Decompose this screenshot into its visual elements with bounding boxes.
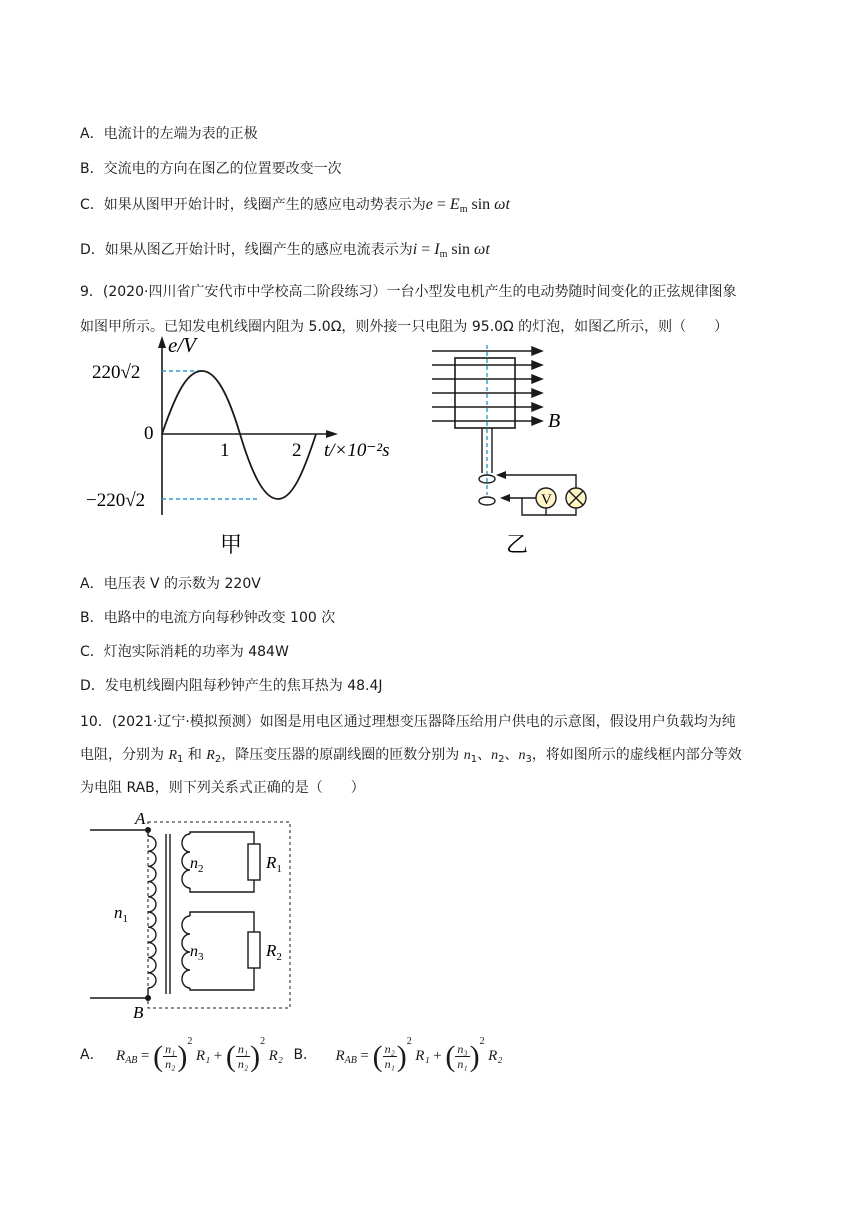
q9-figure-jia: [80, 330, 410, 560]
tick-2-label: 2: [292, 440, 302, 461]
origin-label: 0: [144, 423, 154, 444]
label-b: B: [133, 1003, 144, 1022]
primary-coil: [148, 836, 156, 988]
secondary-coil-n3: [182, 916, 190, 988]
q9-option-d: D．发电机线圈内阻每秒钟产生的焦耳热为 48.4J: [80, 678, 383, 694]
slip-ring-lower: [479, 497, 495, 505]
q8-option-c-formula: $e = E_m$ sin ωt: [425, 196, 510, 215]
current-arrow-lower-icon: [500, 494, 510, 502]
x-axis-label: t/×10⁻²s: [324, 440, 390, 461]
q10-option-b-formula: $R_{AB}$ = ( $\frac{\text{n₂}}{\text{n₁}}$ )$^2$ R₁ + ( $\frac{\text{n₃}}{\text{n₁}}$ )$^2$ R₂: [335, 1036, 503, 1073]
q10-option-a-label: A．: [80, 1046, 104, 1063]
tick-1-label: 1: [220, 440, 230, 461]
q8-option-d-formula: $i = I_m$ sin ωt: [412, 241, 490, 260]
resistor-r2: [248, 932, 260, 968]
q10-options-row: [80, 1036, 502, 1072]
figure-jia-caption: 甲: [220, 533, 243, 558]
sine-curve: [162, 371, 316, 499]
y-max-label: 220√2: [92, 362, 141, 383]
current-arrow-upper-icon: [496, 471, 506, 479]
label-a: A: [135, 809, 146, 828]
y-min-label: −220√2: [86, 490, 146, 511]
q8-option-d-text: D．如果从图乙开始计时，线圈产生的感应电流表示为: [80, 242, 413, 258]
y-axis-label: e/V: [168, 333, 196, 357]
label-n2: $n_2$: [190, 855, 204, 875]
q9-stem-line1: 9．(2020·四川省广安代市中学校高二阶段练习）一台小型发电机产生的电动势随时间变化的正弦规律图象: [80, 284, 737, 300]
resistor-r1: [248, 844, 260, 880]
label-r2: $R_2$: [266, 941, 282, 963]
figure-yi-caption: 乙: [506, 533, 529, 558]
label-n1: $n_1$: [114, 903, 128, 925]
q8-option-d: [80, 240, 490, 265]
q10-stem-line2: 电阻，分别为 $R_1$ 和 $R_2$，降压变压器的原副线圈的匝数分别为 $n_1$、$n_2$、$n_3$，将如图所示的虚线框内部分等效: [80, 747, 742, 765]
label-n3: $n_3$: [190, 943, 204, 963]
q9-stem-line2: 如图甲所示。已知发电机线圈内阻为 5.0Ω，则外接一只电阻为 95.0Ω 的灯泡，如图乙所示，则（ ）: [80, 319, 729, 335]
q9-option-b: B．电路中的电流方向每秒钟改变 100 次: [80, 610, 336, 626]
q10-transformer-figure: [80, 808, 310, 1028]
secondary-coil-n2: [182, 834, 190, 888]
q9-option-c: C．灯泡实际消耗的功率为 484W: [80, 644, 289, 660]
q8-option-c: [80, 195, 510, 220]
y-axis-arrow-icon: [158, 336, 166, 348]
q10-stem-line1: 10．(2021·辽宁·模拟预测）如图是用电区通过理想变压器降压给用户供电的示意图，假设用户负载均为纯: [80, 714, 736, 730]
q9-figure-yi: [420, 345, 600, 560]
q8-option-a: A．电流计的左端为表的正极: [80, 126, 258, 142]
voltmeter-label: V: [541, 492, 552, 508]
q8-option-b: B．交流电的方向在图乙的位置要改变一次: [80, 161, 342, 177]
q9-option-a: A．电压表 V 的示数为 220V: [80, 576, 261, 592]
label-r1: $R_1$: [266, 853, 282, 875]
q8-option-c-text: C．如果从图甲开始计时，线圈产生的感应电动势表示为: [80, 197, 426, 213]
x-axis-arrow-icon: [326, 430, 338, 438]
q10-option-a-formula: $R_{AB}$ = ( $\frac{\text{n₁}}{\text{n₂}}$ )$^2$ R₁ + ( $\frac{\text{n₁}}{\text{n₂}}$ )$^2$ R₂: [116, 1036, 283, 1073]
q10-stem-line3: 为电阻 RAB，则下列关系式正确的是（ ）: [80, 780, 365, 796]
field-b-label: B: [548, 410, 561, 432]
q10-option-b-label: B．: [293, 1046, 318, 1063]
